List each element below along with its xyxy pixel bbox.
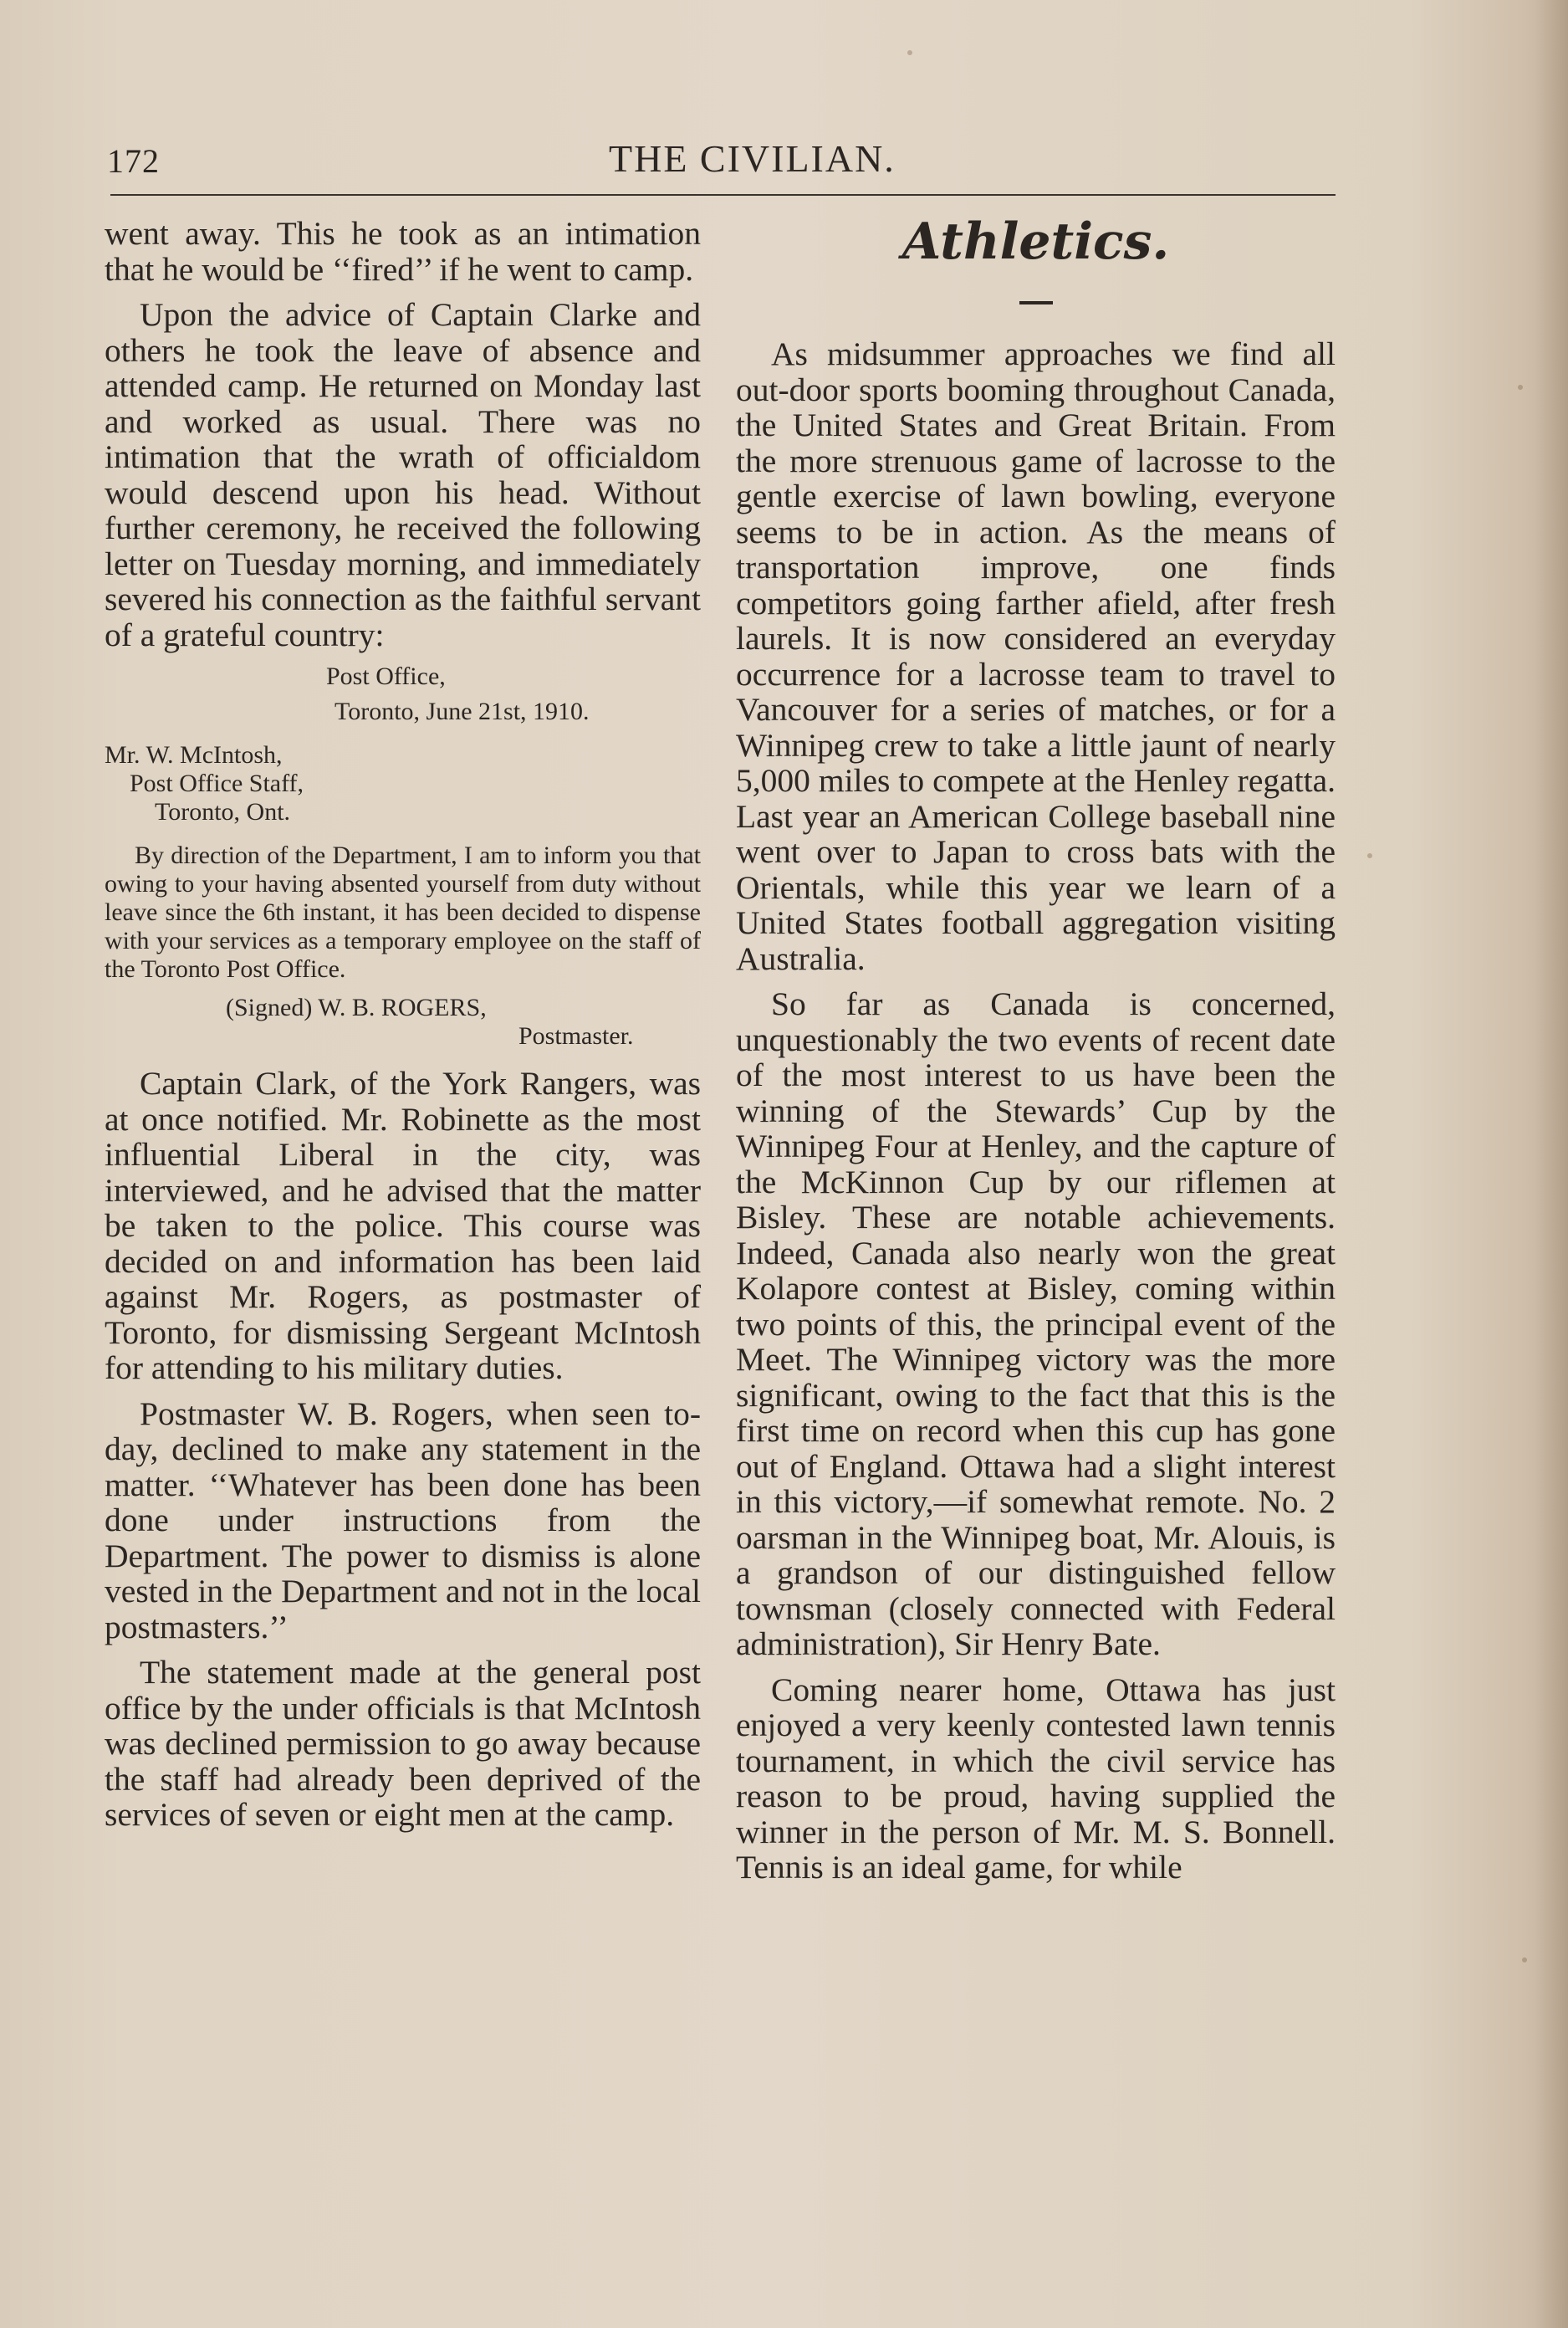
letter-date: Toronto, June 21st, 1910.	[335, 698, 590, 725]
left-paragraph-4: Postmaster W. B. Rogers, when seen to-day, declined to make any statement in the matter. ‘‘Whatever has been done has been done under instructions from the Department. The power to dismiss is alone vested in the Department and not in the local postmasters.’’	[105, 1394, 701, 1645]
page-header	[107, 136, 1336, 187]
paper-speck	[907, 50, 912, 55]
paper-speck	[1367, 853, 1372, 858]
right-paragraph-1: As midsummer approaches we find all out-door sports booming throughout Canada, the United States and Great Britain. From the more strenuous game of lacrosse to the gentle exercise of lawn bowling, everyone seems to be in action. As the means of transportation improve, one finds competitors going farther afield, after fresh laurels. It is now considered an everyday occurrence for a lacrosse team to travel to Vancouver for a series of matches, or for a Winnipeg crew to take a little jaunt of nearly 5,000 miles to compete at the Henley regatta. Last year an American College baseball nine went over to Japan to cross bats with the Orientals, while this year we learn of a United States football aggregation visiting Australia.	[736, 335, 1336, 977]
journal-title: THE CIVILIAN.	[609, 137, 896, 180]
left-paragraph-3: Captain Clark, of the York Rangers, was at once notified. Mr. Robinette as the most influential Liberal in the city, was interviewed, and he advised that the matter be taken to the police. This course was decided on and information has been laid against Mr. Rogers, as postmaster of Toronto, for dismissing Sergeant McIntosh for attending to his military duties.	[105, 1065, 701, 1386]
left-paragraph-5: The statement made at the general post office by the under officials is that McIntosh was declined permission to go away because the staff had already been deprived of the services of seven or eight men at the camp.	[105, 1654, 701, 1833]
header-rule	[110, 194, 1336, 196]
letter-addressee-city: Toronto, Ont.	[155, 798, 291, 826]
letter-signer-title: Postmaster.	[518, 1022, 634, 1050]
left-paragraph-2: Upon the advice of Captain Clarke and others he took the leave of absence and attended camp. He returned on Monday last and worked as usual. There was no intimation that the wrath of officialdom would descend upon his head. Without further ceremony, he received the following letter on Tuesday morning, and immediately severed his connection as the faithful servant of a grateful country:	[105, 296, 701, 653]
right-paragraph-3: Coming nearer home, Ottawa has just enjoyed a very keenly contested lawn tennis tournament, in which the civil service has reason to be proud, having supplied the winner in the person of Mr. M. S. Bonnell. Tennis is an ideal game, for while	[736, 1671, 1336, 1885]
page-edge-shadow	[1535, 0, 1568, 2328]
right-paragraph-2: So far as Canada is concerned, unquestionably the two events of recent date of the most interest to us have been the winning of the Stewards’ Cup by the Winnipeg Four at Henley, and the capture of the McKinnon Cup by our riflemen at Bisley. These are notable achievements. Indeed, Canada also nearly won the great Kolapore contest at Bisley, coming within two points of this, the principal event of the Meet. The Winnipeg victory was the more significant, owing to the fact that this is the first time on record when this cup has gone out of England. Ottawa had a slight interest in this victory,—if somewhat remote. No. 2 oarsman in the Winnipeg boat, Mr. Alouis, is a grandson of our distinguished fellow townsman (closely connected with Federal administration), Sir Henry Bate.	[736, 985, 1336, 1662]
letter-addressee-name: Mr. W. McIntosh,	[105, 741, 283, 769]
dismissal-letter	[105, 663, 701, 1051]
left-paragraph-1: went away. This he took as an intimation that he would be ‘‘fired’’ if he went to camp.	[105, 215, 701, 288]
page-number: 172	[107, 142, 160, 180]
letter-body: By direction of the Department, I am to inform you that owing to your having absented yourself from duty without leave since the 6th instant, it has been decided to dispense with your services as a temporary employee on the staff of the Toronto Post Office.	[105, 842, 701, 983]
letter-place: Post Office,	[326, 663, 446, 690]
right-column	[736, 212, 1336, 1896]
letter-signature: (Signed) W. B. ROGERS,	[226, 994, 487, 1021]
left-column	[105, 216, 701, 1843]
paper-speck	[1522, 1957, 1527, 1962]
title-divider	[1019, 301, 1053, 304]
section-title: Athletics.	[901, 212, 1170, 271]
letter-addressee-staff: Post Office Staff,	[130, 770, 304, 797]
paper-speck	[1518, 385, 1523, 390]
